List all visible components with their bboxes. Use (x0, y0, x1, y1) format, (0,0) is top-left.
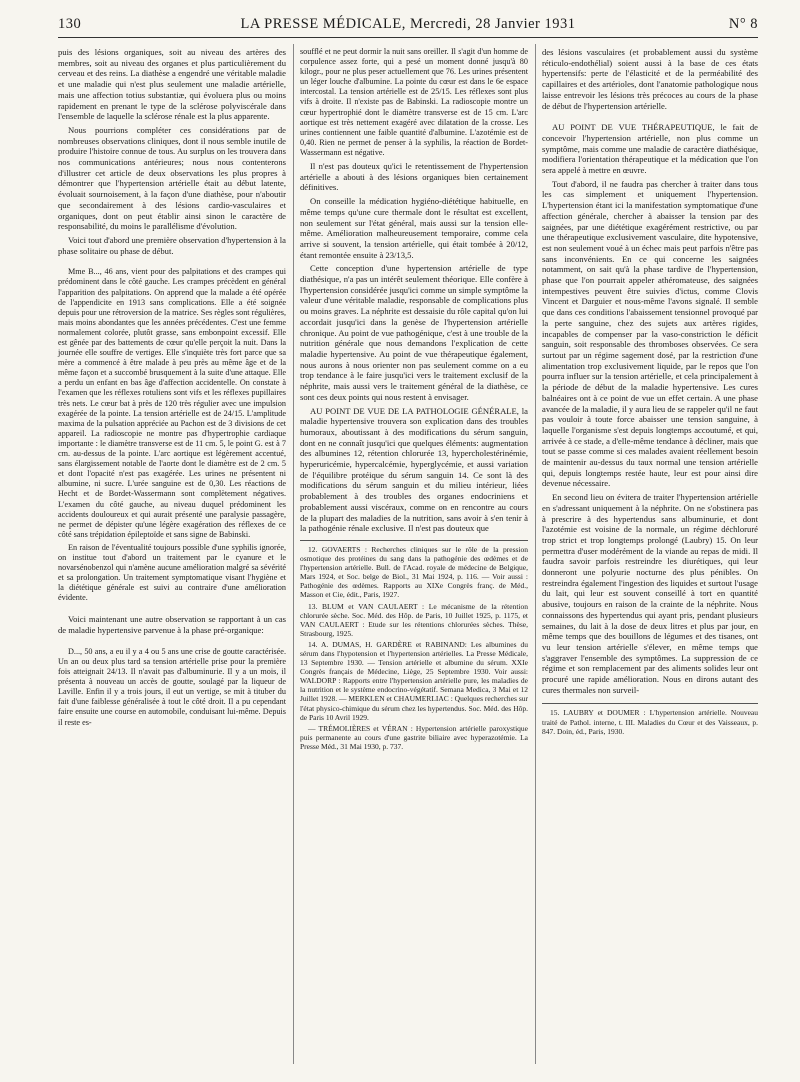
paragraph: En second lieu on évitera de traiter l'hypertension artérielle en s'adressant uniquement à la néphrite. On ne s'obstinera pas à prescrire à des hypertendus sans albuminurie, et dont l'azotémie est voisine de la normale, un régime déchloruré trop strict et trop longtemps prolongé (Laubry) 15. On leur permettra d'user modérément de la viande au repas de midi. Il faudra savoir parfois restreindre les diurétiques, qui leur donneront une polyurie nocturne des plus pénibles. On restreindra également l'ingestion des liquides et surtout l'usage du lait, qui leur est souvent conseillé à tort en quantité abusive, toujours en raison de la crainte de la néphrite. Nous connaissons des hypertendus qui ayant pris, pendant plusieurs semaines, du lait à la dose de deux litres et plus par jour, en même temps que des bouillons de légumes et des tisanes, ont vu leur tension artérielle s'élever, en même temps que s'aggraver l'ensemble des symptômes. La suppression de ce régime et son remplacement par des aliments solides leur ont procuré une rapide amélioration. Nous en dirons autant des cures thermales non surveil- (542, 492, 758, 695)
paragraph: AU POINT DE VUE DE LA PATHOLOGIE GÉNÉRALE, la maladie hypertensive trouvera son explication dans des troubles humoraux, aboutissant à des modifications du sérum sanguin, dont en ne connaît jusqu'ici que quelques éléments: augmentation des albumines 12, rétention chlorurée 13, hypercholestérinémie, hyperuricémie, hypercalcémie, hyperglycémie, et aussi variation de l'équilibre protéique du sérum sanguin 14. Ce sont là des modifications du sérum sanguin et du milieu intérieur, liées probablement à des troubles des organes endocriniens et probablement aussi viscéraux, comme on en rencontre au cours de la plupart des maladies de la nutrition, sans avoir à s'en tenir à la pathogénie rénale exclusive. Il n'est pas douteux que (300, 405, 528, 534)
paragraph: Il n'est pas douteux qu'ici le retentissement de l'hypertension artérielle a abouti à des lésions organiques bien certainement définitives. (300, 161, 528, 193)
footnote: 14. A. DUMAS, H. GARDÈRE et RABINAND: Les albumines du sérum dans l'hypotension et l'hypertension artérielles. La Presse Médicale, 13 Septembre 1930. — Tension artérielle et albumine du sérum. XXIe Congrès français de Médecine, Liège, 25 Septembre 1930. Voir aussi: WALDORP : Rapports entre l'hypertension artérielle pure, les maladies de la nutrition et le système endocrino-végétatif. Semana Medica, 3 Mai et 12 Juillet 1928. — MERKLEN et CHAUMERLIAC : Quelques recherches sur l'état physico-chimique du sérum chez les hypertendus. Soc. Méd. des Hôp. de Paris 10 Avril 1929. (300, 639, 528, 722)
footnotes (300, 540, 528, 751)
case-report: D..., 50 ans, a eu il y a 4 ou 5 ans une crise de goutte caractérisée. Un an ou deux plus tard sa tension artérielle prise pour la première fois atteignait 24/13. Il n'avait pas d'albuminurie. Il y a un mois, il présenta à nouveau un accès de goutte, soulagé par la liqueur de Laville. Enfin il y a trois jours, il eut un vertige, se mit à tituber du fait d'une faiblesse généralisée à tout le côté droit. Il a pu cependant faire ensuite une course en automobile, conduisant lui-même. Depuis il reste es- (58, 646, 286, 727)
case-report: soufflé et ne peut dormir la nuit sans oreiller. Il s'agit d'un homme de corpulence assez forte, qui a pesé un moment donné jusqu'à 80 kilogr., pour ne plus peser actuellement que 76. Les urines présentent un léger louche d'albumine. La pointe du cœur est dans le 6e espace intercostal. La tension artérielle est de 25/15. Les réflexes sont plus vifs à droite. Il n'existe pas de Babinski. La radioscopie montre un cœur hypertrophié dont le diamètre transverse est de 15 cm. L'arc aortique est très nettement exagéré avec dilatation de la crosse. Les urines contiennent une faible quantité d'albumine. L'azotémie est de 0,40. Rien ne permet de penser à la syphilis, la réaction de Bordet-Wassermann est négative. (300, 47, 528, 157)
masthead-title: LA PRESSE MÉDICALE, Mercredi, 28 Janvier 1931 (240, 16, 576, 32)
page-number: 130 (58, 16, 82, 32)
footnotes (542, 703, 758, 735)
paragraph: des lésions vasculaires (et probablement aussi du système réticulo-endothélial) soient aussi à la base de ces états hypertensifs: perte de l'élasticité et de la perméabilité des capillaires et des artérioles, dont l'anatomie pathologique nous laisse entrevoir les lésions très précoces au cours de la phase de début de l'hypertension artérielle. (542, 47, 758, 111)
footnote: 13. BLUM et VAN CAULAERT : Le mécanisme de la rétention chlorurée sèche. Soc. Méd. des Hôp. de Paris, 10 Juillet 1925, p. 1175, et VAN CAULAERT : Etude sur les rétentions chlorurées sèches. Thèse, Strasbourg, 1925. (300, 601, 528, 638)
footnote: 12. GOVAERTS : Recherches cliniques sur le rôle de la pression osmotique des protéines du sang dans la pathogénie des œdèmes et de l'hypertension artérielle. Bull. de l'Acad. royale de médecine de Belgique, Mars 1924, et Soc. belge de Biol., 31 Mai 1924, p. 116. — Voir aussi : Pathogénie des œdèmes. Rapports au XIXe Congrès franç. de Méd., Masson et Cie, édit., Paris, 1927. (300, 544, 528, 600)
case-report: En raison de l'éventualité toujours possible d'une syphilis ignorée, on institue tout d'abord un traitement par le cyanure et le novarsénobenzol qui n'amène aucune amélioration malgré sa sévérité et sa prolongation. Un traitement symptomatique visant l'hygiène et la diététique générale est suivi au contraire d'une amélioration évidente. (58, 542, 286, 603)
column-1 (58, 47, 286, 731)
issue-number: N° 8 (728, 16, 758, 32)
paragraph: puis des lésions organiques, soit au niveau des artères des membres, soit au niveau des organes et plus particulièrement du cerveau et des reins. La diathèse a engendré une véritable maladie et une maladie qui n'est plus seulement une maladie artérielle, mais une affection totius substantiæ, qui évoluera plus ou moins rapidement en prenant le type de la sclérose polyviscérale dans l'ensemble de laquelle la sclérose rénale est la plus apparente. (58, 47, 286, 122)
case-report: Mme B..., 46 ans, vient pour des palpitations et des crampes qui prédominent dans le côté gauche. Les crampes précèdent en général l'apparition des palpitations. On apprend que la malade a été opérée de l'appendicite en 1913 sans complications. Elle a été soignée depuis pour une rétroversion de la matrice. Ses règles sont régulières, mais moins abondantes que les années précédentes. C'est une femme normalement colorée, plutôt grasse, sans embonpoint excessif. Elle est gênée par des battements de cœur qu'elle perçoit la nuit. Dans la journée elle souffre de vertiges. Elle s'inquiète très fort parce que sa mère a commencé à être malade à peu près au même âge et de la même façon et a succombé brusquement à la suite d'une attaque. Elle a perdu un enfant en bas âge d'affection accidentelle. On constate à l'examen que les réflexes rotuliens sont vifs et les réflexes pupillaires très nets. Le cœur bat à près de 120 très régulier avec une impulsion exagérée de la pointe. La tension artérielle est de 24/15. L'amplitude maxima de la pulsation appréciée au Pachon est de 3 divisions de cet appareil. La radioscopie ne montre pas d'hypertrophie cardiaque importante : le diamètre transverse est de 11 cm. 5, le point G. est à 7 cm. au-dessus de la pointe. L'arc aortique est légèrement accentué, sans élargissement notable de l'aorte dont le diamètre est de 2 cm. 5 et dont l'opacité n'est pas exagérée. Les urines ne présentent ni albumine, ni sucre. L'urée sanguine est de 0,30. Les réactions de Hecht et de Bordet-Wassermann sont complètement négatives. L'examen du côté gauche, au niveau duquel prédominent les accidents douloureux et qui aurait présenté une paralysie passagère, ne permet de dépister qu'une légère exagération des réflexes de ce côté sans trépidation épileptoïde et sans signe de Babinski. (58, 267, 286, 539)
paragraph: Nous pourrions compléter ces considérations par de nombreuses observations cliniques, dont il nous semble inutile de produire l'histoire connue de tous. Au surplus on les trouvera dans nos communications antérieures; nous nous contenterons d'illustrer cet article de deux observations les plus propres à démontrer que l'hypertension artérielle était au début latente, évoluait sournoisement, à la façon d'une diathèse, pour n'aboutir que secondairement à des lésions cardio-vasculaires et organiques, dont on peut établir ainsi sinon le caractère de responsabilité, du moins le parallélisme d'évolution. (58, 124, 286, 232)
paragraph: Voici maintenant une autre observation se rapportant à un cas de maladie hypertensive parvenue à la phase pré-organique: (58, 614, 286, 636)
column-divider (293, 44, 294, 1064)
footnote: — TRÉMOLIÈRES et VÉRAN : Hypertension artérielle paroxystique puis permanente au cours d'une gastrite biliaire avec hyperazotémie. La Presse Méd., 31 Mai 1930, p. 737. (300, 723, 528, 751)
page-header (58, 16, 758, 36)
paragraph: Tout d'abord, il ne faudra pas chercher à traiter dans tous les cas simplement et uniquement l'hypertension. L'hypertension étant ici la manifestation symptomatique d'une affection générale, chercher à abaisser la tension par des saignées, par une diététique exagérément restrictive, ou par une thérapeutique exclusivement vasculaire, dite hypotensive, est non seulement voué à un échec mais peut parfois n'être pas sans inconvénients. En ce qui concerne les saignées notamment, on sait qu'à la phase tardive de l'hypertension, phase que l'on pourrait appeler athéromateuse, des saignées intempestives peuvent être suivies d'ictus, comme Clovis Vincent et Darguier et nous-même l'avons signalé. Il semble que dans ces conditions l'abaissement tensionnel provoqué par la perte sanguine, chez des sujets aux artères rigides, incapables de compenser par la vaso-constriction le déficit sanguin, soit responsable des thromboses observées. Ce sera surtout par un régime sagement dosé, par la restriction d'une alimentation trop exclusivement liquide, par le repos que l'on pourra influer sur la tension artérielle, et cela principalement à la période de début de la maladie hypertensive. Les cures balnéaires ont à ce point de vue un effet certain. A une phase avancée de la maladie, il y aura lieu de se rappeler qu'il ne faut pas vouloir à toute force abaisser une tension sanguine, à laquelle l'organisme s'est depuis longtemps accoutumé, et qui, arrivée à ce stade, a d'elle-même tendance à décliner, mais que tout se passe comme si ces malades avaient réellement besoin de maintenir au-dessus du taux normal une tension artérielle qui, depuis longtemps restée haute, leur est pour ainsi dire devenue nécessaire. (542, 178, 758, 489)
paragraph: On conseille la médication hygiéno-diététique habituelle, en même temps qu'une cure thermale dont le résultat est excellent, non seulement sur l'état général, mais aussi sur la tension elle-même. Amélioration malheureusement temporaire, comme cela arrive si souvent, la tension artérielle, qui était tombée à 20/12, étant remontée ensuite à 23/13,5. (300, 196, 528, 260)
paragraph: Voici tout d'abord une première observation d'hypertension à la phase solitaire ou phase de début. (58, 234, 286, 256)
column-divider (535, 44, 536, 1064)
paragraph: Cette conception d'une hypertension artérielle de type diathésique, n'a pas un intérêt seulement théorique. Elle confère à l'hypertension considérée jusqu'ici comme un simple symptôme la valeur d'une véritable maladie, responsable de complications plus ou moins graves. La néphrite est dessaisie du rôle capital qu'on lui accordait jusqu'ici dans la genèse de l'hypertension artérielle chronique. Au point de vue pathogénique, c'est à une trouble de la nutrition générale que nous demandons l'explication de cette maladie hypertensive. Au point de vue thérapeutique également, nous aurons à nous orienter non pas seulement comme on a eu trop tendance à le faire jusqu'ici vers le traitement exclusif de la néphrite, mais aussi vers le traitement général de la diathèse, ce sont ces deux points qui nous restent à envisager. (300, 263, 528, 402)
column-3 (542, 47, 758, 739)
paragraph: AU POINT DE VUE THÉRAPEUTIQUE, le fait de concevoir l'hypertension artérielle, non plus comme un symptôme, mais comme une maladie de caractère diathésique, modifiera l'orientation thérapeutique et la médication que l'on sera appelé à mettre en œuvre. (542, 122, 758, 176)
footnote: 15. LAUBRY et DOUMER : L'hypertension artérielle. Nouveau traité de Pathol. interne, t. III. Maladies du Cœur et des Vaisseaux, p. 847. Doin, éd., Paris, 1930. (542, 708, 758, 736)
column-2 (300, 47, 528, 753)
header-rule (58, 37, 758, 38)
